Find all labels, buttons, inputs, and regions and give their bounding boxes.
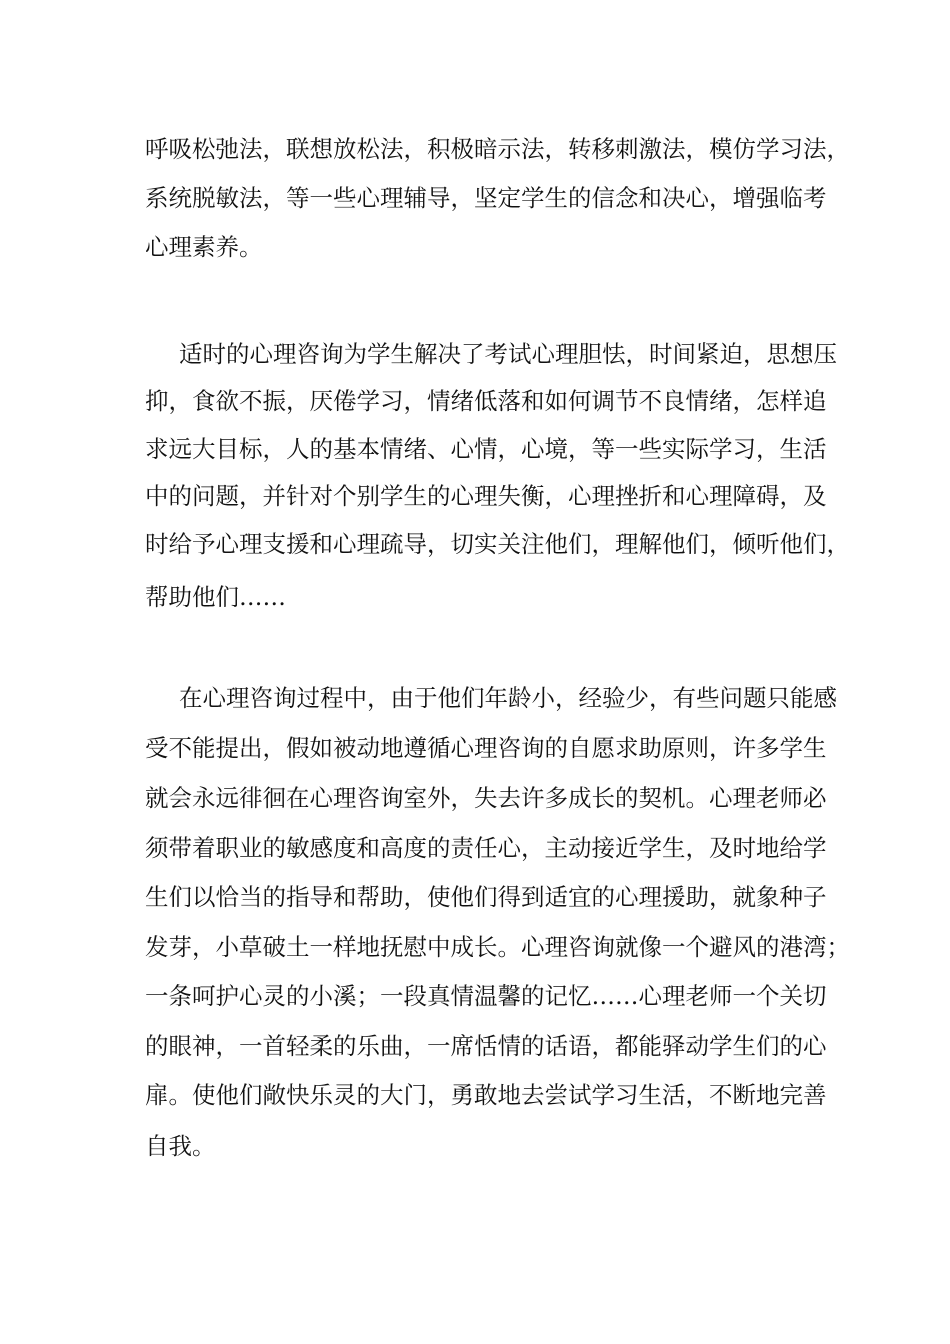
text-line: 一条呵护心灵的小溪；一段真情温馨的记忆……心理老师一个关切	[145, 982, 827, 1010]
text-line: 适时的心理咨询为学生解决了考试心理胆怯，时间紧迫，思想压	[179, 340, 837, 368]
text-line: 求远大目标，人的基本情绪、心情，心境，等一些实际学习，生活	[145, 435, 827, 463]
text-line: 就会永远徘徊在心理咨询室外，失去许多成长的契机。心理老师必	[145, 784, 827, 812]
text-line: 抑，食欲不振，厌倦学习，情绪低落和如何调节不良情绪，怎样追	[145, 387, 827, 415]
text-line: 发芽，小草破土一样地抚慰中成长。心理咨询就像一个避风的港湾；	[145, 933, 850, 961]
text-line: 生们以恰当的指导和帮助，使他们得到适宜的心理援助，就象种子	[145, 883, 827, 911]
text-line: 在心理咨询过程中，由于他们年龄小，经验少，有些问题只能感	[179, 684, 837, 712]
text-line: 呼吸松弛法，联想放松法，积极暗示法，转移刺激法，模仿学习法，	[145, 135, 850, 163]
text-line: 中的问题，并针对个别学生的心理失衡，心理挫折和心理障碍，及	[145, 482, 827, 510]
text-line: 须带着职业的敏感度和高度的责任心，主动接近学生，及时地给学	[145, 834, 827, 862]
text-line: 的眼神，一首轻柔的乐曲，一席恬情的话语，都能驿动学生们的心	[145, 1032, 827, 1060]
text-line: 时给予心理支援和心理疏导，切实关注他们，理解他们，倾听他们，	[145, 530, 850, 558]
text-line: 扉。使他们敞快乐灵的大门，勇敢地去尝试学习生活，不断地完善	[145, 1081, 827, 1109]
text-line: 自我。	[145, 1132, 216, 1160]
text-line: 帮助他们……	[145, 583, 286, 611]
text-line: 心理素养。	[145, 233, 263, 261]
text-line: 受不能提出，假如被动地遵循心理咨询的自愿求助原则，许多学生	[145, 734, 827, 762]
text-line: 系统脱敏法，等一些心理辅导，坚定学生的信念和决心，增强临考	[145, 184, 827, 212]
